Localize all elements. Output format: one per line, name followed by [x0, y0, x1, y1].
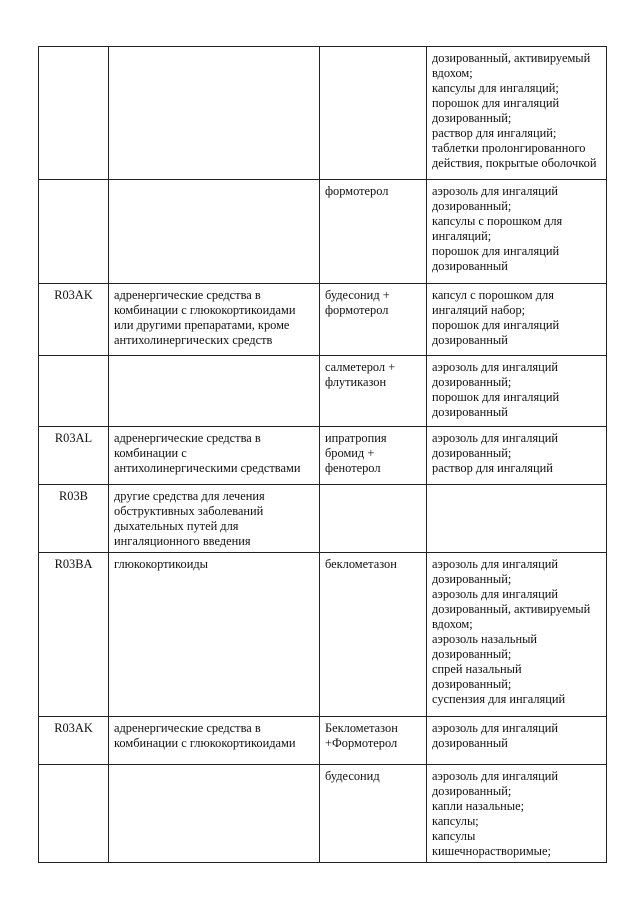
- cell-text-line: капсул с порошком для: [432, 288, 554, 302]
- table-row: [39, 717, 607, 765]
- cell-text-line: капсулы;: [432, 814, 479, 828]
- atc-code-cell: [39, 284, 109, 356]
- atc-code-cell: [39, 180, 109, 284]
- cell-text-line: вдохом;: [432, 617, 473, 631]
- cell-text-line: капсулы с порошком для: [432, 214, 563, 228]
- cell-text-line: ингаляционного введения: [114, 534, 251, 548]
- cell-text-line: дозированный;: [432, 111, 512, 125]
- cell-text-line: дозированный, активируемый: [432, 51, 591, 65]
- cell-text-line: глюкокортикоиды: [114, 557, 208, 571]
- atc-code-cell: [39, 356, 109, 427]
- cell-text-line: бромид +: [325, 446, 375, 460]
- drug-name-cell: [320, 180, 427, 284]
- drug-name-cell: [320, 284, 427, 356]
- drug-table: [38, 46, 607, 863]
- cell-text-line: дозированный: [432, 736, 508, 750]
- cell-text-line: дозированный: [432, 333, 508, 347]
- cell-text-line: адренергические средства в: [114, 288, 261, 302]
- dosage-form-cell: [427, 553, 607, 717]
- dosage-form-cell: [427, 356, 607, 427]
- pharm-group-cell: [109, 553, 320, 717]
- cell-text-line: кишечнорастворимые;: [432, 844, 551, 858]
- pharm-group-cell: [109, 180, 320, 284]
- cell-text-line: +Формотерол: [325, 736, 398, 750]
- cell-text-line: обструктивных заболеваний: [114, 504, 264, 518]
- cell-text-line: антихолинергических средств: [114, 333, 273, 347]
- atc-code-cell: [39, 485, 109, 553]
- cell-text-line: таблетки пролонгированного: [432, 141, 586, 155]
- cell-text-line: дозированный: [432, 405, 508, 419]
- dosage-form-cell: [427, 47, 607, 180]
- table-row: [39, 427, 607, 485]
- cell-text-line: аэрозоль для ингаляций: [432, 721, 559, 735]
- drug-name-cell: [320, 765, 427, 863]
- cell-text-line: вдохом;: [432, 66, 473, 80]
- table-row: [39, 553, 607, 717]
- cell-text-line: дозированный;: [432, 647, 512, 661]
- cell-text-line: флутиказон: [325, 375, 387, 389]
- cell-text-line: аэрозоль для ингаляций: [432, 587, 559, 601]
- dosage-form-cell: [427, 485, 607, 553]
- table-row: [39, 284, 607, 356]
- cell-text-line: будесонид: [325, 769, 380, 783]
- cell-text-line: будесонид +: [325, 288, 390, 302]
- cell-text-line: салметерол +: [325, 360, 396, 374]
- cell-text: R03BA: [54, 557, 93, 571]
- cell-text-line: дозированный;: [432, 677, 512, 691]
- cell-text-line: Беклометазон: [325, 721, 398, 735]
- pharm-group-cell: [109, 284, 320, 356]
- pharm-group-cell: [109, 485, 320, 553]
- drug-name-cell: [320, 485, 427, 553]
- drug-name-cell: [320, 47, 427, 180]
- cell-text-line: или другими препаратами, кроме: [114, 318, 290, 332]
- pharm-group-cell: [109, 47, 320, 180]
- cell-text-line: дозированный;: [432, 446, 512, 460]
- drug-name-cell: [320, 427, 427, 485]
- cell-text-line: действия, покрытые оболочкой: [432, 156, 597, 170]
- cell-text-line: суспензия для ингаляций: [432, 692, 566, 706]
- cell-text-line: аэрозоль назальный: [432, 632, 538, 646]
- cell-text-line: раствор для ингаляций: [432, 461, 553, 475]
- cell-text-line: аэрозоль для ингаляций: [432, 431, 559, 445]
- drug-name-cell: [320, 717, 427, 765]
- cell-text-line: дозированный, активируемый: [432, 602, 591, 616]
- cell-text-line: капли назальные;: [432, 799, 525, 813]
- cell-text-line: комбинации с глюкокортикоидами: [114, 736, 296, 750]
- cell-text-line: беклометазон: [325, 557, 397, 571]
- dosage-form-cell: [427, 284, 607, 356]
- cell-text-line: комбинации с: [114, 446, 187, 460]
- cell-text-line: порошок для ингаляций: [432, 318, 560, 332]
- pharm-group-cell: [109, 356, 320, 427]
- atc-code-cell: [39, 427, 109, 485]
- atc-code-cell: [39, 47, 109, 180]
- cell-text-line: капсулы для ингаляций;: [432, 81, 559, 95]
- cell-text-line: дозированный;: [432, 784, 512, 798]
- cell-text: R03AK: [54, 288, 93, 302]
- cell-text-line: аэрозоль для ингаляций: [432, 184, 559, 198]
- drug-name-cell: [320, 356, 427, 427]
- dosage-form-cell: [427, 427, 607, 485]
- cell-text-line: дозированный: [432, 259, 508, 273]
- cell-text-line: дозированный;: [432, 572, 512, 586]
- cell-text-line: комбинации с глюкокортикоидами: [114, 303, 296, 317]
- cell-text-line: формотерол: [325, 184, 389, 198]
- cell-text-line: раствор для ингаляций;: [432, 126, 557, 140]
- dosage-form-cell: [427, 765, 607, 863]
- cell-text-line: ингаляций набор;: [432, 303, 526, 317]
- table-row: [39, 356, 607, 427]
- pharm-group-cell: [109, 427, 320, 485]
- cell-text-line: капсулы: [432, 829, 476, 843]
- cell-text-line: порошок для ингаляций: [432, 244, 560, 258]
- cell-text-line: ингаляций;: [432, 229, 492, 243]
- cell-text-line: адренергические средства в: [114, 431, 261, 445]
- cell-text-line: адренергические средства в: [114, 721, 261, 735]
- cell-text-line: формотерол: [325, 303, 389, 317]
- drug-name-cell: [320, 553, 427, 717]
- dosage-form-cell: [427, 717, 607, 765]
- table-row: [39, 765, 607, 863]
- atc-code-cell: [39, 717, 109, 765]
- cell-text-line: спрей назальный: [432, 662, 522, 676]
- cell-text-line: аэрозоль для ингаляций: [432, 360, 559, 374]
- cell-text-line: дыхательных путей для: [114, 519, 239, 533]
- cell-text: R03AL: [54, 431, 93, 445]
- dosage-form-cell: [427, 180, 607, 284]
- cell-text-line: фенотерол: [325, 461, 381, 475]
- atc-code-cell: [39, 553, 109, 717]
- pharm-group-cell: [109, 765, 320, 863]
- cell-text-line: другие средства для лечения: [114, 489, 265, 503]
- cell-text-line: аэрозоль для ингаляций: [432, 769, 559, 783]
- table-row: [39, 485, 607, 553]
- table-row: [39, 180, 607, 284]
- pharm-group-cell: [109, 717, 320, 765]
- table-row: [39, 47, 607, 180]
- cell-text-line: дозированный;: [432, 375, 512, 389]
- cell-text-line: порошок для ингаляций: [432, 96, 560, 110]
- cell-text-line: дозированный;: [432, 199, 512, 213]
- cell-text-line: антихолинергическими средствами: [114, 461, 301, 475]
- table-body: [39, 47, 607, 863]
- cell-text: R03AK: [54, 721, 93, 735]
- cell-text-line: ипратропия: [325, 431, 387, 445]
- cell-text: R03B: [59, 489, 88, 503]
- atc-code-cell: [39, 765, 109, 863]
- cell-text-line: аэрозоль для ингаляций: [432, 557, 559, 571]
- cell-text-line: порошок для ингаляций: [432, 390, 560, 404]
